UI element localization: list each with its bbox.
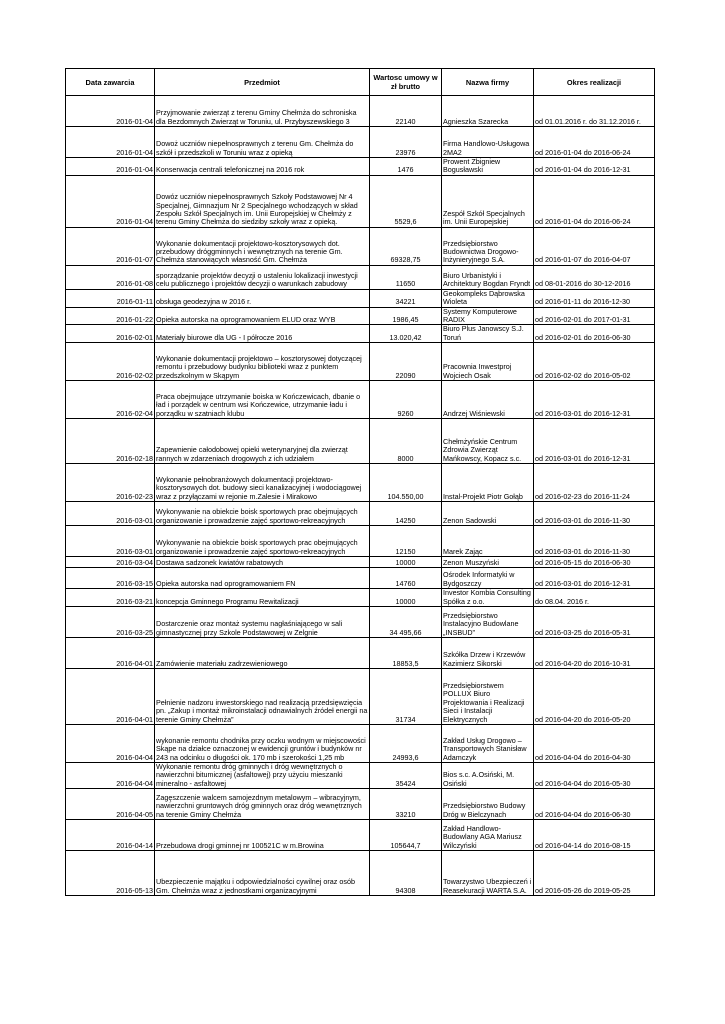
row-period: od 2016-05-15 do 2016-06-30 [534, 557, 655, 568]
row-subject: Opieka autorska nad oprogramowaniem FN [155, 568, 370, 589]
header-subject: Przedmiot [155, 69, 370, 96]
table-row [66, 464, 655, 502]
row-date: 2016-05-13 [66, 851, 155, 896]
row-firm: Agnieszka Szarecka [442, 96, 534, 127]
row-subject: Ubezpieczenie majątku i odpowiedzialności cywilnej oraz osób Gm. Chełmża wraz z jednostkami organizacyjnymi [155, 851, 370, 896]
row-date: 2016-04-14 [66, 820, 155, 851]
row-value: 5529,6 [370, 175, 442, 227]
table-row [66, 589, 655, 607]
row-value: 31734 [370, 669, 442, 725]
row-subject: Opieka autorska na oprogramowaniem ELUD oraz WYB [155, 307, 370, 325]
row-date: 2016-03-25 [66, 607, 155, 638]
row-subject: Wykonanie dokumentacji projektowo-kosztorysowych dot. przebudowy dróggminnych i wewnętrznych na terenie Gm. Chełmża stanowiących własność Gm. Chełmża [155, 227, 370, 265]
row-period: od 08-01-2016 do 30-12-2016 [534, 265, 655, 289]
row-subject: Przebudowa drogi gminnej nr 100521C w m.Browina [155, 820, 370, 851]
row-value: 22090 [370, 343, 442, 381]
table-row [66, 381, 655, 419]
row-date: 2016-03-04 [66, 557, 155, 568]
header-date: Data zawarcia [66, 69, 155, 96]
table-row [66, 175, 655, 227]
row-firm: Przedsiębiorstwo Budownictwa Drogowo-Inżynieryjnego S.A. [442, 227, 534, 265]
table-row [66, 325, 655, 343]
row-value: 24993,6 [370, 725, 442, 763]
row-date: 2016-02-23 [66, 464, 155, 502]
row-firm: Szkółka Drzew i Krzewów Kazimierz Sikorski [442, 638, 534, 669]
row-firm: Zenon Sadowski [442, 502, 534, 526]
row-date: 2016-04-05 [66, 789, 155, 820]
row-value: 104.550,00 [370, 464, 442, 502]
table-row [66, 96, 655, 127]
row-firm: Andrzej Wiśniewski [442, 381, 534, 419]
row-date: 2016-01-07 [66, 227, 155, 265]
row-period: do 08.04. 2016 r. [534, 589, 655, 607]
row-firm: Zespół Szkół Specjalnych im. Unii Europejskiej [442, 175, 534, 227]
row-date: 2016-01-04 [66, 127, 155, 158]
row-period: od 2016-03-01 do 2016-12-31 [534, 381, 655, 419]
row-subject: Wykonywanie na obiekcie boisk sportowych prac obejmujących organizowanie i prowadzenie zajęć sportowo-rekreacyjnych [155, 502, 370, 526]
row-value: 34 495,66 [370, 607, 442, 638]
row-value: 22140 [370, 96, 442, 127]
row-subject: obsługa geodezyjna w 2016 r. [155, 289, 370, 307]
row-period: od 2016-02-02 do 2016-05-02 [534, 343, 655, 381]
row-firm: Przedsiębiorstwem POLLUX Biuro Projektowania i Realizacji Sieci i Instalacji Elektrycznych [442, 669, 534, 725]
row-date: 2016-02-04 [66, 381, 155, 419]
row-subject: Pełnienie nadzoru inwestorskiego nad realizacją przedsięwzięcia pn. „Zakup i montaż mikroinstalacji odnawialnych źródeł energii na terenie Gminy Chełmża” [155, 669, 370, 725]
row-firm: Biuro Urbanistyki i Architektury Bogdan Fryndt [442, 265, 534, 289]
table-row [66, 526, 655, 557]
row-firm: Prowent Zbigniew Bogusławski [442, 158, 534, 176]
table-row [66, 725, 655, 763]
contracts-table [65, 68, 655, 896]
row-value: 23976 [370, 127, 442, 158]
row-period: od 01.01.2016 r. do 31.12.2016 r. [534, 96, 655, 127]
row-subject: Zapewnienie całodobowej opieki weterynaryjnej dla zwierząt rannych w zdarzeniach drogowych z ich udziałem [155, 419, 370, 464]
row-period: od 2016-04-04 do 2016-05-30 [534, 763, 655, 789]
row-date: 2016-03-01 [66, 526, 155, 557]
row-period: od 2016-02-01 do 2017-01-31 [534, 307, 655, 325]
row-period: od 2016-04-04 do 2016-06-30 [534, 789, 655, 820]
header-firm: Nazwa firmy [442, 69, 534, 96]
row-period: od 2016-04-14 do 2016-08-15 [534, 820, 655, 851]
row-firm: Firma Handlowo-Usługowa 2MA2 [442, 127, 534, 158]
row-subject: Dowóz uczniów niepełnosprawnych Szkoły Podstawowej Nr 4 Specjalnej, Gimnazjum Nr 2 Specjalnego wchodzących w skład Zespołu Szkół Specjalnych im. Unii Europejskiej w Chełmży z terenu Gminy Chełmża do siedziby szkoły wraz z opieką. [155, 175, 370, 227]
row-value: 1986,45 [370, 307, 442, 325]
row-subject: Zamówienie materiału zadrzewieniowego [155, 638, 370, 669]
row-firm: Pracownia Inwestproj Wojciech Osak [442, 343, 534, 381]
row-firm: Geokompleks Dąbrowska Wioleta [442, 289, 534, 307]
row-date: 2016-01-04 [66, 175, 155, 227]
row-subject: Materiały biurowe dla UG - I półrocze 2016 [155, 325, 370, 343]
table-row [66, 307, 655, 325]
row-subject: Praca obejmujące utrzymanie boiska w Kończewicach, dbanie o ład i porządek w centrum wsi Kończewice, utrzymanie ładu i porządku w szatniach klubu [155, 381, 370, 419]
row-date: 2016-01-11 [66, 289, 155, 307]
table-row [66, 502, 655, 526]
row-subject: koncepcja Gminnego Programu Rewitalizacji [155, 589, 370, 607]
row-value: 94308 [370, 851, 442, 896]
row-date: 2016-03-15 [66, 568, 155, 589]
row-date: 2016-04-04 [66, 725, 155, 763]
row-value: 14760 [370, 568, 442, 589]
row-period: od 2016-04-20 do 2016-05-20 [534, 669, 655, 725]
row-period: od 2016-03-01 do 2016-11-30 [534, 526, 655, 557]
header-value: Wartosc umowy w zł brutto [370, 69, 442, 96]
row-date: 2016-02-02 [66, 343, 155, 381]
row-firm: Zakład Usług Drogowo – Transportowych Stanisław Adamczyk [442, 725, 534, 763]
row-period: od 2016-04-20 do 2016-10-31 [534, 638, 655, 669]
row-date: 2016-03-01 [66, 502, 155, 526]
row-value: 13.020,42 [370, 325, 442, 343]
table-row [66, 669, 655, 725]
row-date: 2016-01-04 [66, 158, 155, 176]
row-firm: Zakład Handlowo-Budowlany AGA Mariusz Wilczyński [442, 820, 534, 851]
row-period: od 2016-03-01 do 2016-12-31 [534, 419, 655, 464]
row-subject: Dowoż uczniów niepełnosprawnych z terenu Gm. Chełmża do szkół i przedszkoli w Toruniu wraz z opieką [155, 127, 370, 158]
row-value: 69328,75 [370, 227, 442, 265]
row-period: od 2016-02-01 do 2016-06-30 [534, 325, 655, 343]
table-row [66, 568, 655, 589]
row-date: 2016-03-21 [66, 589, 155, 607]
row-value: 10000 [370, 589, 442, 607]
table-row [66, 607, 655, 638]
row-firm: Investor Kombia Consulting Spółka z o.o. [442, 589, 534, 607]
table-row [66, 158, 655, 176]
row-date: 2016-04-04 [66, 763, 155, 789]
row-period: od 2016-03-01 do 2016-11-30 [534, 502, 655, 526]
row-period: od 2016-01-04 do 2016-06-24 [534, 175, 655, 227]
row-value: 11650 [370, 265, 442, 289]
row-firm: Chełmżyńskie Centrum Zdrowia Zwierząt Mańkowscy, Kopacz s.c. [442, 419, 534, 464]
header-period: Okres realizacji [534, 69, 655, 96]
row-firm: Systemy Komputerowe RADIX [442, 307, 534, 325]
row-subject: Zagęszczenie walcem samojezdnym metalowym – wibracyjnym, nawierzchni gruntowych dróg gminnych oraz dróg wewnętrznych na terenie Gminy Chełmża [155, 789, 370, 820]
row-period: od 2016-05-26 do 2019-05-25 [534, 851, 655, 896]
table-row [66, 343, 655, 381]
table-body [66, 96, 655, 896]
table-row [66, 419, 655, 464]
row-value: 35424 [370, 763, 442, 789]
row-value: 10000 [370, 557, 442, 568]
row-subject: wykonanie remontu chodnika przy oczku wodnym w miejscowości Skąpe na działce oznaczonej w ewidencji gruntów i budynków nr 243 na odcinku o długości ok. 170 mb i szerokości 1,25 mb [155, 725, 370, 763]
row-value: 105644,7 [370, 820, 442, 851]
row-date: 2016-04-01 [66, 638, 155, 669]
table-row [66, 127, 655, 158]
row-subject: Przyjmowanie zwierząt z terenu Gminy Chełmża do schroniska dla Bezdomnych Zwierząt w Toruniu, ul. Przybyszewskiego 3 [155, 96, 370, 127]
row-firm: Towarzystwo Ubezpieczeń i Reasekuracji WARTA S.A. [442, 851, 534, 896]
row-period: od 2016-02-23 do 2016-11-24 [534, 464, 655, 502]
row-value: 8000 [370, 419, 442, 464]
row-date: 2016-01-08 [66, 265, 155, 289]
row-subject: Dostarczenie oraz montaż systemu nagłaśniającego w sali gimnastycznej przy Szkole Podstawowej w Zelgnie [155, 607, 370, 638]
table-row [66, 557, 655, 568]
row-firm: Biuro Plus Janowscy S.J. Toruń [442, 325, 534, 343]
row-firm: Bios s.c. A.Osiński, M. Osiński [442, 763, 534, 789]
row-period: od 2016-04-04 do 2016-04-30 [534, 725, 655, 763]
row-date: 2016-02-01 [66, 325, 155, 343]
header-row [66, 69, 655, 96]
row-period: od 2016-01-11 do 2016-12-30 [534, 289, 655, 307]
row-subject: Wykonanie dokumentacji projektowo – kosztorysowej dotyczącej remontu i przebudowy budynku biblioteki wraz z punktem przedszkolnym w Skąpym [155, 343, 370, 381]
row-subject: Wykonanie pełnobranżowych dokumentacji projektowo-kosztorysowych dot. budowy sieci kanalizacyjnej i wodociągowej wraz z przyłączami w rejonie m.Zalesie i Mirakowo [155, 464, 370, 502]
row-value: 14250 [370, 502, 442, 526]
row-date: 2016-01-04 [66, 96, 155, 127]
row-subject: Wykonanie remontu dróg gminnych i dróg wewnętrznych o nawierzchni bitumicznej (asfaltowej) przy użyciu mieszanki mineralno - asfaltowej [155, 763, 370, 789]
row-subject: Dostawa sadzonek kwiatów rabatowych [155, 557, 370, 568]
row-value: 1476 [370, 158, 442, 176]
row-firm: Zenon Muszyński [442, 557, 534, 568]
row-firm: Marek Zając [442, 526, 534, 557]
table-row [66, 851, 655, 896]
table-row [66, 638, 655, 669]
table-row [66, 227, 655, 265]
table-row [66, 820, 655, 851]
table-row [66, 265, 655, 289]
row-date: 2016-02-18 [66, 419, 155, 464]
row-period: od 2016-03-25 do 2016-05-31 [534, 607, 655, 638]
table-row [66, 289, 655, 307]
row-date: 2016-04-01 [66, 669, 155, 725]
row-period: od 2016-01-04 do 2016-06-24 [534, 127, 655, 158]
row-value: 34221 [370, 289, 442, 307]
row-period: od 2016-03-01 do 2016-12-31 [534, 568, 655, 589]
row-value: 9260 [370, 381, 442, 419]
row-value: 33210 [370, 789, 442, 820]
row-firm: Przedsiębiorstwo Instalacyjno Budowlane „INSBUD” [442, 607, 534, 638]
row-period: od 2016-01-04 do 2016-12-31 [534, 158, 655, 176]
row-subject: sporządzanie projektów decyzji o ustaleniu lokalizacji inwestycji celu publicznego i projektów decyzji o warunkach zabudowy [155, 265, 370, 289]
row-firm: Instal-Projekt Piotr Gołąb [442, 464, 534, 502]
table-row [66, 763, 655, 789]
row-firm: Ośrodek Informatyki w Bydgoszczy [442, 568, 534, 589]
row-value: 12150 [370, 526, 442, 557]
row-subject: Wykonywanie na obiekcie boisk sportowych prac obejmujących organizowanie i prowadzenie zajęć sportowo-rekreacyjnych [155, 526, 370, 557]
row-firm: Przedsiębiorstwo Budowy Dróg w Bielczynach [442, 789, 534, 820]
row-value: 18853,5 [370, 638, 442, 669]
row-subject: Konserwacja centrali telefonicznej na 2016 rok [155, 158, 370, 176]
table-row [66, 789, 655, 820]
row-date: 2016-01-22 [66, 307, 155, 325]
row-period: od 2016-01-07 do 2016-04-07 [534, 227, 655, 265]
